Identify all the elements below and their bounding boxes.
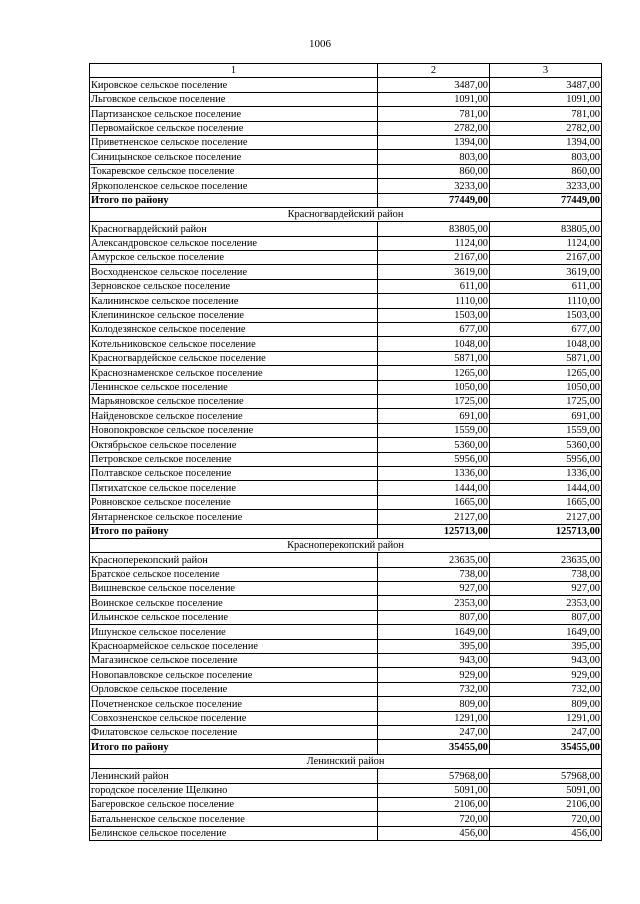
- table-row: [90, 366, 602, 380]
- table-row: [90, 351, 602, 365]
- table-row: [90, 294, 602, 308]
- table-row: [90, 510, 602, 524]
- settlement-name-cell: Магазинское сельское поселение: [90, 654, 378, 668]
- column-3-value-cell: 1394,00: [490, 135, 602, 149]
- settlement-name-cell: Полтавское сельское поселение: [90, 466, 378, 480]
- column-2-value-cell: 1291,00: [378, 711, 490, 725]
- column-3-value-cell: 1124,00: [490, 236, 602, 250]
- settlement-name-cell: Краснознаменское сельское поселение: [90, 366, 378, 380]
- district-total-row: [90, 524, 602, 538]
- settlement-name-cell: Красноармейское сельское поселение: [90, 639, 378, 653]
- column-2-value-cell: 677,00: [378, 323, 490, 337]
- column-3-value-cell: 927,00: [490, 582, 602, 596]
- column-3-value-cell: 720,00: [490, 812, 602, 826]
- column-3-value-cell: 1559,00: [490, 423, 602, 437]
- table-row: [90, 711, 602, 725]
- district-total-row: [90, 740, 602, 754]
- settlement-name-cell: Пятихатское сельское поселение: [90, 481, 378, 495]
- column-3-value-cell: 456,00: [490, 826, 602, 840]
- settlement-name-cell: Октябрьское сельское поселение: [90, 438, 378, 452]
- column-2-value-cell: 2167,00: [378, 251, 490, 265]
- column-3-value-cell: 77449,00: [490, 193, 602, 207]
- settlement-name-cell: Красногвардейский район: [90, 222, 378, 236]
- table-row: [90, 107, 602, 121]
- column-2-value-cell: 2353,00: [378, 596, 490, 610]
- column-2-value-cell: 1503,00: [378, 308, 490, 322]
- table-row: [90, 567, 602, 581]
- district-heading-row: [90, 538, 602, 552]
- column-3-value-cell: 1110,00: [490, 294, 602, 308]
- settlement-name-cell: городское поселение Щелкино: [90, 783, 378, 797]
- settlement-name-cell: Петровское сельское поселение: [90, 452, 378, 466]
- table-row: [90, 495, 602, 509]
- table-row: [90, 553, 602, 567]
- settlement-name-cell: Белинское сельское поселение: [90, 826, 378, 840]
- column-3-value-cell: 803,00: [490, 150, 602, 164]
- column-3-value-cell: 732,00: [490, 682, 602, 696]
- column-2-value-cell: 3233,00: [378, 179, 490, 193]
- column-2-value-cell: 5091,00: [378, 783, 490, 797]
- column-2-value-cell: 23635,00: [378, 553, 490, 567]
- settlement-name-cell: Зерновское сельское поселение: [90, 279, 378, 293]
- column-2-value-cell: 943,00: [378, 654, 490, 668]
- table-row: [90, 380, 602, 394]
- settlement-name-cell: Воинское сельское поселение: [90, 596, 378, 610]
- settlement-name-cell: Партизанское сельское поселение: [90, 107, 378, 121]
- table-row: [90, 236, 602, 250]
- table-row: [90, 610, 602, 624]
- table-row: [90, 121, 602, 135]
- table-row: [90, 409, 602, 423]
- column-2-value-cell: 5956,00: [378, 452, 490, 466]
- column-3-value-cell: 3619,00: [490, 265, 602, 279]
- table-row: [90, 452, 602, 466]
- column-2-value-cell: 2782,00: [378, 121, 490, 135]
- settlement-name-cell: Первомайское сельское поселение: [90, 121, 378, 135]
- settlement-name-cell: Филатовское сельское поселение: [90, 725, 378, 739]
- settlement-name-cell: Ишунское сельское поселение: [90, 625, 378, 639]
- column-3-value-cell: 809,00: [490, 697, 602, 711]
- column-3-value-cell: 860,00: [490, 164, 602, 178]
- column-2-value-cell: 807,00: [378, 610, 490, 624]
- column-2-value-cell: 860,00: [378, 164, 490, 178]
- table-row: [90, 323, 602, 337]
- budget-table: [89, 63, 602, 841]
- table-row: [90, 682, 602, 696]
- table-row: [90, 222, 602, 236]
- column-3-value-cell: 23635,00: [490, 553, 602, 567]
- column-2-value-cell: 247,00: [378, 725, 490, 739]
- column-3-value-cell: 738,00: [490, 567, 602, 581]
- settlement-name-cell: Совхозненское сельское поселение: [90, 711, 378, 725]
- table-row: [90, 783, 602, 797]
- table-row: [90, 481, 602, 495]
- column-3-value-cell: 1265,00: [490, 366, 602, 380]
- column-3-value-cell: 611,00: [490, 279, 602, 293]
- settlement-name-cell: Токаревское сельское поселение: [90, 164, 378, 178]
- column-2-value-cell: 5871,00: [378, 351, 490, 365]
- table-row: [90, 394, 602, 408]
- settlement-name-cell: Восходненское сельское поселение: [90, 265, 378, 279]
- settlement-name-cell: Красноперекопский район: [90, 553, 378, 567]
- column-3-value-cell: 943,00: [490, 654, 602, 668]
- table-row: [90, 337, 602, 351]
- settlement-name-cell: Приветненское сельское поселение: [90, 135, 378, 149]
- column-3-value-cell: 1091,00: [490, 92, 602, 106]
- settlement-name-cell: Итого по району: [90, 740, 378, 754]
- settlement-name-cell: Орловское сельское поселение: [90, 682, 378, 696]
- column-3-value-cell: 2167,00: [490, 251, 602, 265]
- settlement-name-cell: Синицынское сельское поселение: [90, 150, 378, 164]
- column-2-value-cell: 1725,00: [378, 394, 490, 408]
- column-2-value-cell: 57968,00: [378, 769, 490, 783]
- table-row: [90, 423, 602, 437]
- column-2-value-cell: 781,00: [378, 107, 490, 121]
- column-2-value-cell: 803,00: [378, 150, 490, 164]
- column-3-value-cell: 1291,00: [490, 711, 602, 725]
- column-2-value-cell: 691,00: [378, 409, 490, 423]
- column-3-value-cell: 677,00: [490, 323, 602, 337]
- column-2-value-cell: 456,00: [378, 826, 490, 840]
- page-number: 1006: [309, 38, 331, 50]
- column-3-value-cell: 781,00: [490, 107, 602, 121]
- header-col-2: 2: [378, 64, 490, 78]
- settlement-name-cell: Яркополенское сельское поселение: [90, 179, 378, 193]
- table-row: [90, 769, 602, 783]
- column-2-value-cell: 5360,00: [378, 438, 490, 452]
- table-body: [90, 64, 602, 841]
- table-row: [90, 797, 602, 811]
- settlement-name-cell: Кировское сельское поселение: [90, 78, 378, 92]
- column-3-value-cell: 125713,00: [490, 524, 602, 538]
- column-2-value-cell: 927,00: [378, 582, 490, 596]
- settlement-name-cell: Почетненское сельское поселение: [90, 697, 378, 711]
- settlement-name-cell: Амурское сельское поселение: [90, 251, 378, 265]
- column-3-value-cell: 3233,00: [490, 179, 602, 193]
- table-row: [90, 150, 602, 164]
- column-3-value-cell: 1444,00: [490, 481, 602, 495]
- district-heading: Ленинский район: [90, 754, 602, 768]
- settlement-name-cell: Багеровское сельское поселение: [90, 797, 378, 811]
- header-col-3: 3: [490, 64, 602, 78]
- district-heading: Красноперекопский район: [90, 538, 602, 552]
- column-2-value-cell: 1048,00: [378, 337, 490, 351]
- table-row: [90, 279, 602, 293]
- settlement-name-cell: Льговское сельское поселение: [90, 92, 378, 106]
- table-row: [90, 78, 602, 92]
- column-3-value-cell: 1725,00: [490, 394, 602, 408]
- table-row: [90, 812, 602, 826]
- settlement-name-cell: Янтарненское сельское поселение: [90, 510, 378, 524]
- table-row: [90, 308, 602, 322]
- column-3-value-cell: 691,00: [490, 409, 602, 423]
- settlement-name-cell: Итого по району: [90, 524, 378, 538]
- column-2-value-cell: 1265,00: [378, 366, 490, 380]
- column-2-value-cell: 1336,00: [378, 466, 490, 480]
- table-row: [90, 596, 602, 610]
- settlement-name-cell: Ильинское сельское поселение: [90, 610, 378, 624]
- table-row: [90, 725, 602, 739]
- settlement-name-cell: Ровновское сельское поселение: [90, 495, 378, 509]
- column-2-value-cell: 1444,00: [378, 481, 490, 495]
- column-3-value-cell: 929,00: [490, 668, 602, 682]
- column-3-value-cell: 1048,00: [490, 337, 602, 351]
- settlement-name-cell: Колодезянское сельское поселение: [90, 323, 378, 337]
- column-2-value-cell: 1665,00: [378, 495, 490, 509]
- settlement-name-cell: Найденовское сельское поселение: [90, 409, 378, 423]
- settlement-name-cell: Итого по району: [90, 193, 378, 207]
- column-3-value-cell: 35455,00: [490, 740, 602, 754]
- table-row: [90, 639, 602, 653]
- column-2-value-cell: 1649,00: [378, 625, 490, 639]
- table-header-row: [90, 64, 602, 78]
- column-2-value-cell: 809,00: [378, 697, 490, 711]
- column-2-value-cell: 35455,00: [378, 740, 490, 754]
- settlement-name-cell: Батальненское сельское поселение: [90, 812, 378, 826]
- column-3-value-cell: 1503,00: [490, 308, 602, 322]
- column-2-value-cell: 83805,00: [378, 222, 490, 236]
- table-row: [90, 179, 602, 193]
- table-row: [90, 164, 602, 178]
- column-2-value-cell: 3619,00: [378, 265, 490, 279]
- table-row: [90, 135, 602, 149]
- column-2-value-cell: 1050,00: [378, 380, 490, 394]
- column-3-value-cell: 5360,00: [490, 438, 602, 452]
- district-total-row: [90, 193, 602, 207]
- column-2-value-cell: 125713,00: [378, 524, 490, 538]
- column-3-value-cell: 3487,00: [490, 78, 602, 92]
- settlement-name-cell: Ленинский район: [90, 769, 378, 783]
- column-3-value-cell: 83805,00: [490, 222, 602, 236]
- district-heading-row: [90, 207, 602, 221]
- column-3-value-cell: 2782,00: [490, 121, 602, 135]
- column-2-value-cell: 611,00: [378, 279, 490, 293]
- column-3-value-cell: 807,00: [490, 610, 602, 624]
- column-3-value-cell: 2127,00: [490, 510, 602, 524]
- column-3-value-cell: 395,00: [490, 639, 602, 653]
- settlement-name-cell: Котельниковское сельское поселение: [90, 337, 378, 351]
- column-2-value-cell: 720,00: [378, 812, 490, 826]
- table-row: [90, 668, 602, 682]
- table-row: [90, 92, 602, 106]
- column-3-value-cell: 1050,00: [490, 380, 602, 394]
- table-row: [90, 466, 602, 480]
- table-row: [90, 625, 602, 639]
- column-3-value-cell: 2353,00: [490, 596, 602, 610]
- header-col-1: 1: [90, 64, 378, 78]
- column-3-value-cell: 247,00: [490, 725, 602, 739]
- column-2-value-cell: 1394,00: [378, 135, 490, 149]
- column-3-value-cell: 5091,00: [490, 783, 602, 797]
- settlement-name-cell: Братское сельское поселение: [90, 567, 378, 581]
- column-3-value-cell: 2106,00: [490, 797, 602, 811]
- column-3-value-cell: 5871,00: [490, 351, 602, 365]
- column-2-value-cell: 3487,00: [378, 78, 490, 92]
- district-heading-row: [90, 754, 602, 768]
- column-2-value-cell: 929,00: [378, 668, 490, 682]
- district-heading: Красногвардейский район: [90, 207, 602, 221]
- column-3-value-cell: 5956,00: [490, 452, 602, 466]
- column-2-value-cell: 395,00: [378, 639, 490, 653]
- column-2-value-cell: 2127,00: [378, 510, 490, 524]
- column-2-value-cell: 77449,00: [378, 193, 490, 207]
- table-row: [90, 438, 602, 452]
- column-2-value-cell: 2106,00: [378, 797, 490, 811]
- settlement-name-cell: Ленинское сельское поселение: [90, 380, 378, 394]
- settlement-name-cell: Вишневское сельское поселение: [90, 582, 378, 596]
- column-2-value-cell: 732,00: [378, 682, 490, 696]
- table-row: [90, 654, 602, 668]
- table-row: [90, 251, 602, 265]
- table-row: [90, 582, 602, 596]
- column-2-value-cell: 1559,00: [378, 423, 490, 437]
- settlement-name-cell: Новопавловское сельское поселение: [90, 668, 378, 682]
- column-3-value-cell: 1336,00: [490, 466, 602, 480]
- column-2-value-cell: 1110,00: [378, 294, 490, 308]
- settlement-name-cell: Марьяновское сельское поселение: [90, 394, 378, 408]
- table-row: [90, 265, 602, 279]
- column-3-value-cell: 57968,00: [490, 769, 602, 783]
- settlement-name-cell: Калининское сельское поселение: [90, 294, 378, 308]
- column-3-value-cell: 1649,00: [490, 625, 602, 639]
- settlement-name-cell: Клепининское сельское поселение: [90, 308, 378, 322]
- column-3-value-cell: 1665,00: [490, 495, 602, 509]
- column-2-value-cell: 738,00: [378, 567, 490, 581]
- settlement-name-cell: Новопокровское сельское поселение: [90, 423, 378, 437]
- column-2-value-cell: 1124,00: [378, 236, 490, 250]
- settlement-name-cell: Александровское сельское поселение: [90, 236, 378, 250]
- settlement-name-cell: Красногвардейское сельское поселение: [90, 351, 378, 365]
- table-row: [90, 697, 602, 711]
- column-2-value-cell: 1091,00: [378, 92, 490, 106]
- table-row: [90, 826, 602, 840]
